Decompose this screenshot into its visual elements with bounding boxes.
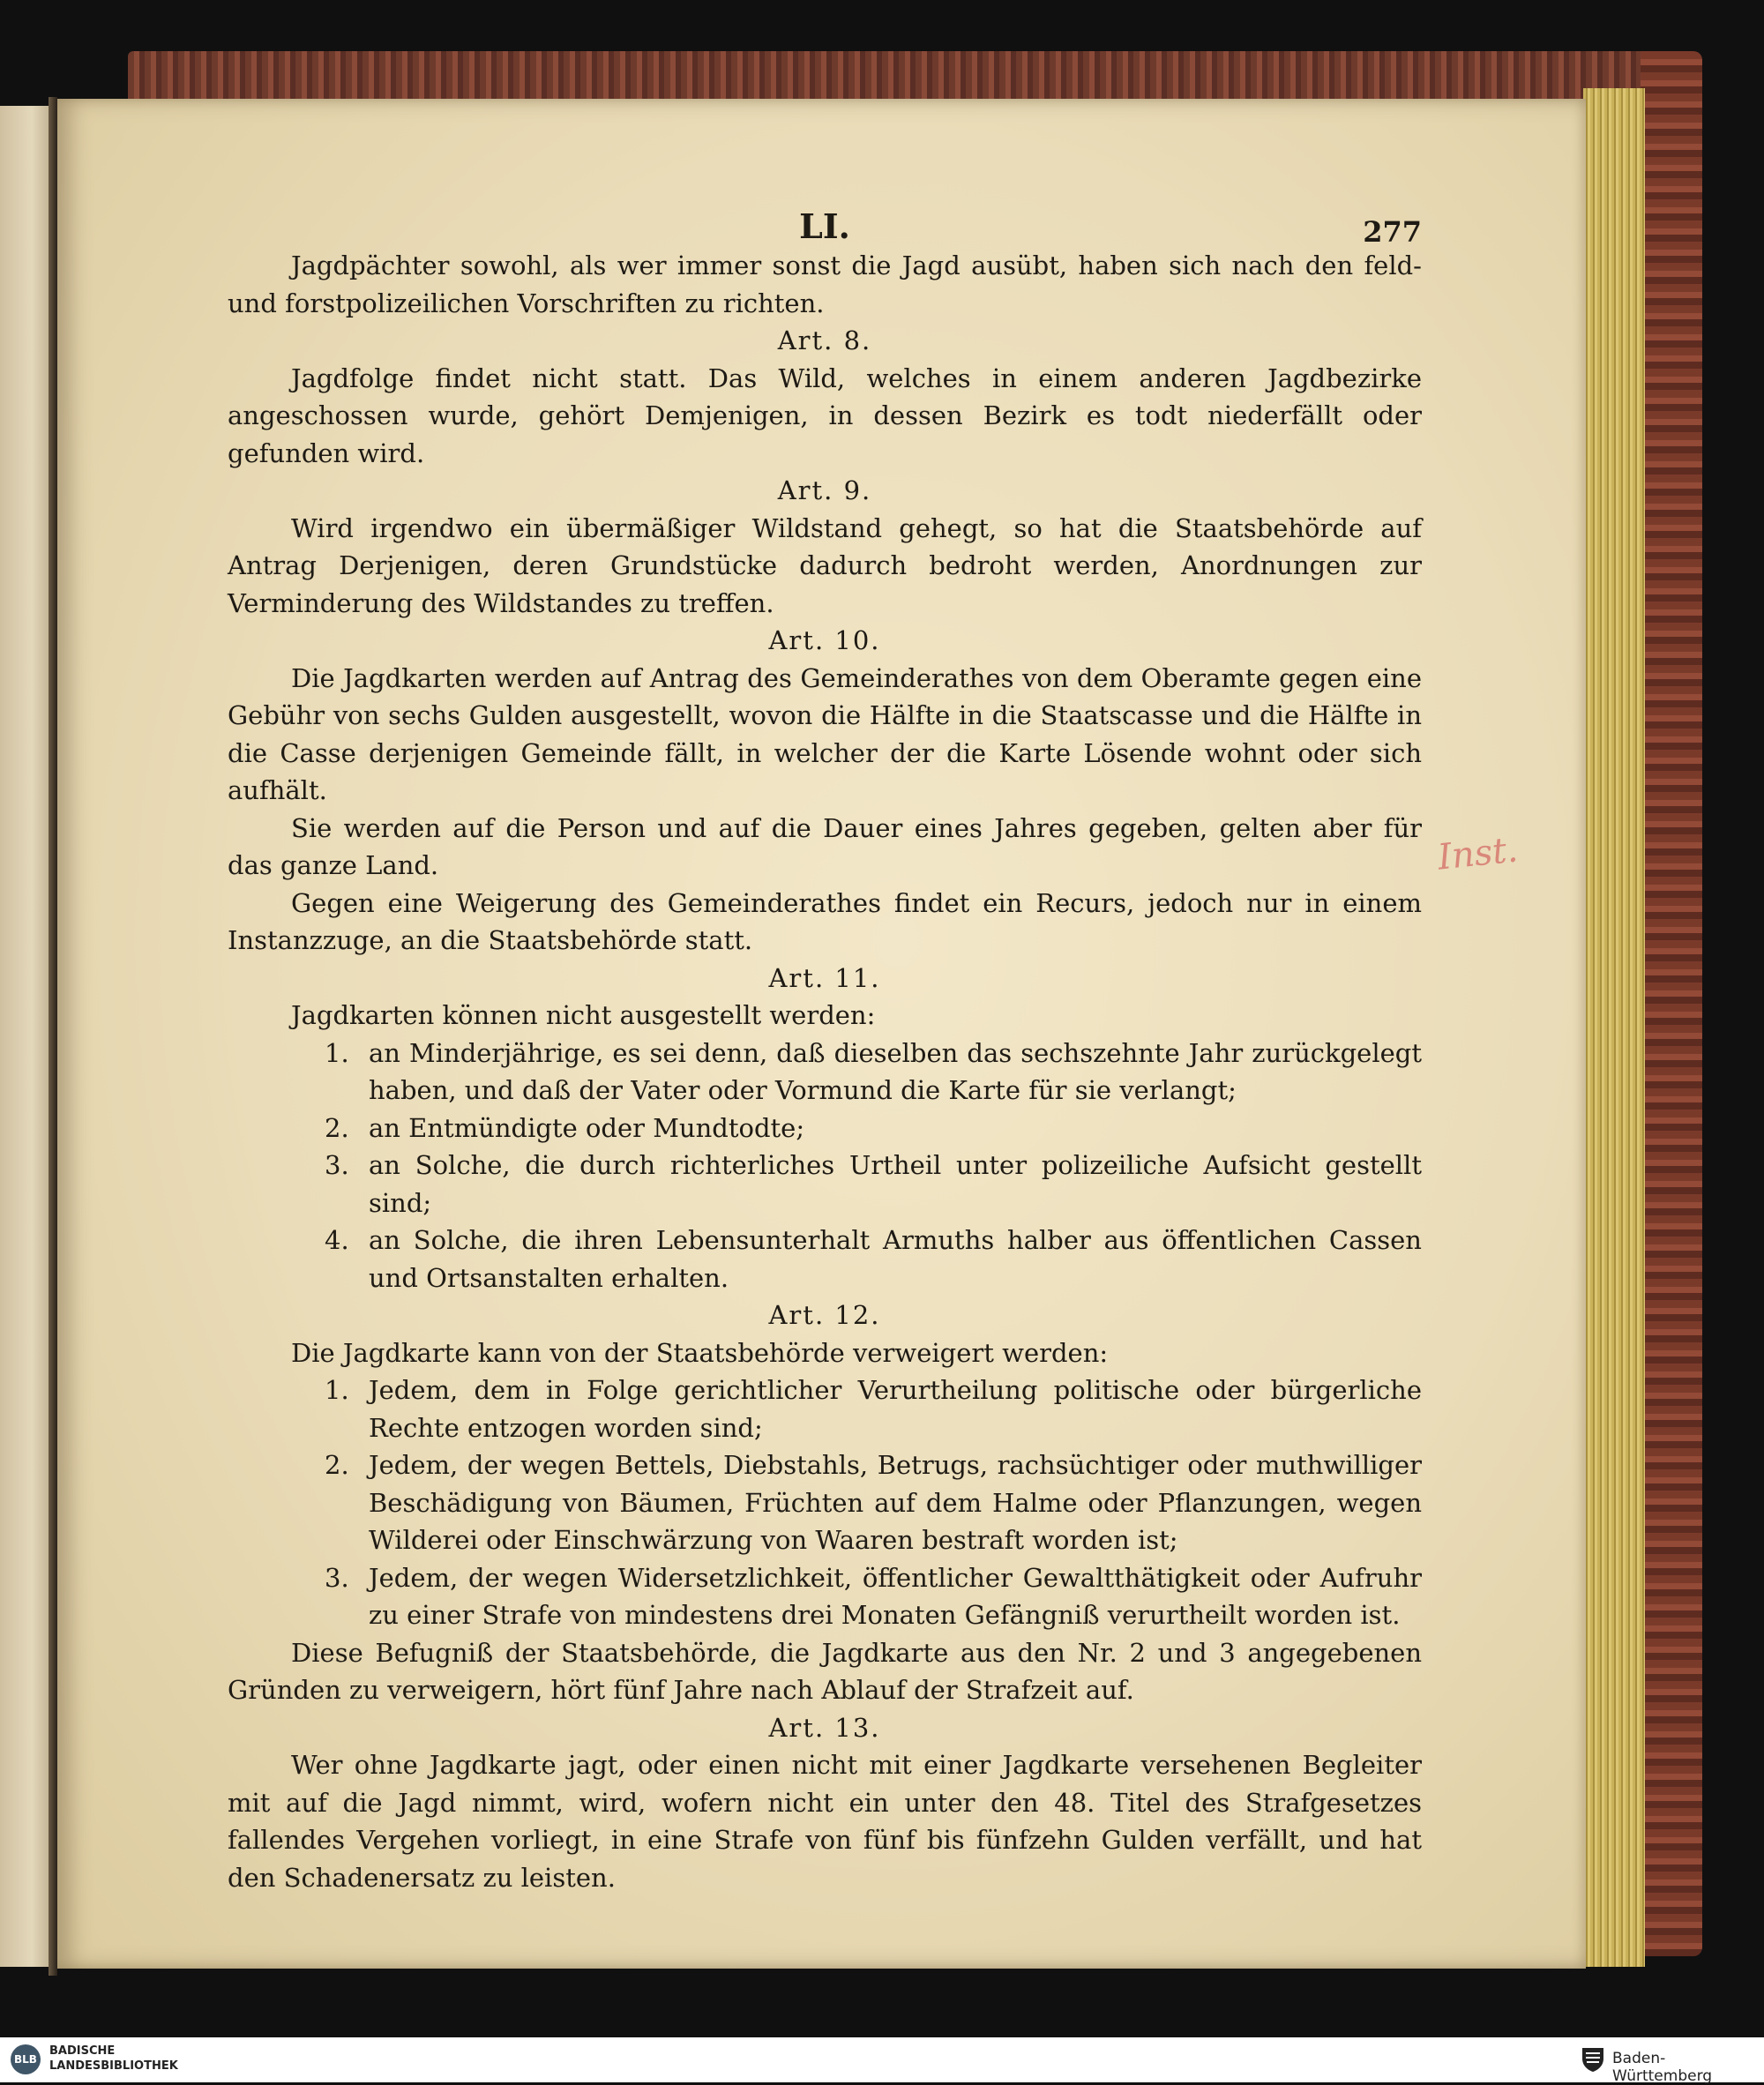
paragraph: Diese Befugniß der Staatsbehörde, die Jagdkarte aus den Nr. 2 und 3 angegebenen Gründen zu verweigern, hört fünf Jahre nach Ablauf der Strafzeit auf. bbox=[228, 1637, 1422, 1705]
paragraph: Gegen eine Weigerung des Gemeinderathes findet ein Recurs, jedoch nur in einem Instanzzuge, an die Staatsbehörde statt. bbox=[228, 887, 1422, 955]
list-item-text: an Minderjährige, es sei denn, daß dieselben das sechszehnte Jahr zurückgelegt haben, und daß der Vater oder Vormund die Karte für sie verlangt; bbox=[369, 1037, 1422, 1105]
list-item-text: an Solche, die ihren Lebensunterhalt Armuths halber aus öffentlichen Cassen und Ortsanstalten erhalten. bbox=[369, 1225, 1422, 1293]
list-item bbox=[228, 1035, 1422, 1110]
gutter-shadow bbox=[49, 97, 57, 1976]
numbered-list bbox=[228, 1035, 1422, 1297]
article-heading: Art. 10. bbox=[768, 625, 881, 655]
coat-of-arms-icon bbox=[1579, 2045, 1607, 2074]
list-item bbox=[228, 1446, 1422, 1559]
list-item bbox=[228, 1371, 1422, 1446]
article-heading: Art. 8. bbox=[777, 325, 872, 355]
book-top-edge bbox=[128, 51, 1645, 106]
page-header bbox=[228, 201, 1422, 247]
list-item-text: an Solche, die durch richterliches Urtheil unter polizeiliche Aufsicht gestellt sind; bbox=[369, 1150, 1422, 1218]
paragraph: Die Jagdkarten werden auf Antrag des Gemeinderathes von dem Oberamte gegen eine Gebühr von sechs Gulden ausgestellt, wovon die Hälfte in die Staatscasse und die Hälfte in die Casse derjenigen Gemeinde fällt, in welcher der die Karte Lösende wohnt oder sich aufhält. bbox=[228, 662, 1422, 805]
list-item-number: 1. bbox=[325, 1037, 349, 1068]
article-heading: Art. 13. bbox=[768, 1712, 881, 1743]
list-item-text: Jedem, der wegen Widersetzlichkeit, öffentlicher Gewaltthätigkeit oder Aufruhr zu einer Strafe von mindestens drei Monaten Gefängniß verurtheilt worden ist. bbox=[369, 1562, 1422, 1630]
paragraph: Jagdfolge findet nicht statt. Das Wild, welches in einem anderen Jagdbezirke angeschossen wurde, gehört Demjenigen, in dessen Bezirk es todt niederfällt oder gefunden wird. bbox=[228, 362, 1422, 468]
article-heading: Art. 11. bbox=[768, 962, 881, 993]
section-number: LI. bbox=[799, 206, 850, 246]
list-item bbox=[228, 1559, 1422, 1634]
numbered-list bbox=[228, 1371, 1422, 1634]
list-intro: Jagdkarten können nicht ausgestellt werden: bbox=[291, 1000, 876, 1030]
handwritten-annotation: Inst. bbox=[1435, 829, 1521, 878]
paragraph: Wer ohne Jagdkarte jagt, oder einen nicht mit einer Jagdkarte versehenen Begleiter mit auf die Jagd nimmt, wird, wofern nicht ein unter den 48. Titel des Strafgesetzes fallendes Vergehen vorliegt, in eine Strafe von fünf bis fünfzehn Gulden verfällt, und hat den Schadenersatz zu leisten. bbox=[228, 1750, 1422, 1893]
list-intro: Die Jagdkarte kann von der Staatsbehörde verweigert werden: bbox=[291, 1337, 1109, 1368]
state-name: Baden-Württemberg bbox=[1612, 2050, 1713, 2085]
list-item-number: 2. bbox=[325, 1112, 349, 1143]
list-item-number: 3. bbox=[325, 1562, 349, 1593]
library-name: BADISCHE LANDESBIBLIOTHEK bbox=[49, 2044, 178, 2073]
book-cover-right bbox=[1641, 51, 1702, 1956]
list-item-number: 1. bbox=[325, 1375, 349, 1405]
article-heading: Art. 9. bbox=[777, 475, 872, 505]
list-item bbox=[228, 1147, 1422, 1222]
paragraph: Wird irgendwo ein übermäßiger Wildstand gehegt, so hat die Staatsbehörde auf Antrag Derjenigen, deren Grundstücke dadurch bedroht werden, Anordnungen zur Verminderung des Wildstandes zu treffen. bbox=[228, 512, 1422, 618]
left-page-edge bbox=[0, 106, 53, 1967]
list-item-number: 4. bbox=[325, 1225, 349, 1255]
article-heading: Art. 12. bbox=[768, 1300, 881, 1330]
list-item-number: 2. bbox=[325, 1450, 349, 1480]
page-number: 277 bbox=[1363, 215, 1422, 249]
list-item-number: 3. bbox=[325, 1150, 349, 1180]
list-item-text: an Entmündigte oder Mundtodte; bbox=[369, 1112, 805, 1143]
page-text bbox=[228, 201, 1422, 1896]
list-item-text: Jedem, der wegen Bettels, Diebstahls, Betrugs, rachsüchtiger oder muthwilliger Beschädigung von Bäumen, Früchten auf dem Halme oder Pflanzungen, wegen Wilderei oder Einschwärzung von Waaren bestraft worden ist; bbox=[369, 1450, 1422, 1555]
paragraph: Sie werden auf die Person und auf die Dauer eines Jahres gegeben, gelten aber für das ganze Land. bbox=[228, 812, 1422, 880]
list-item-text: Jedem, dem in Folge gerichtlicher Verurtheilung politische oder bürgerliche Rechte entzogen worden sind; bbox=[369, 1375, 1422, 1443]
footer-bar bbox=[0, 2037, 1764, 2085]
paragraph: Jagdpächter sowohl, als wer immer sonst die Jagd ausübt, haben sich nach den feld- und forstpolizeilichen Vorschriften zu richten. bbox=[228, 250, 1422, 318]
blb-logo-icon[interactable]: BLB bbox=[11, 2044, 41, 2074]
page-stack-edges bbox=[1583, 88, 1645, 1967]
list-item bbox=[228, 1222, 1422, 1297]
body-blocks bbox=[228, 247, 1422, 1896]
list-item bbox=[228, 1110, 1422, 1147]
